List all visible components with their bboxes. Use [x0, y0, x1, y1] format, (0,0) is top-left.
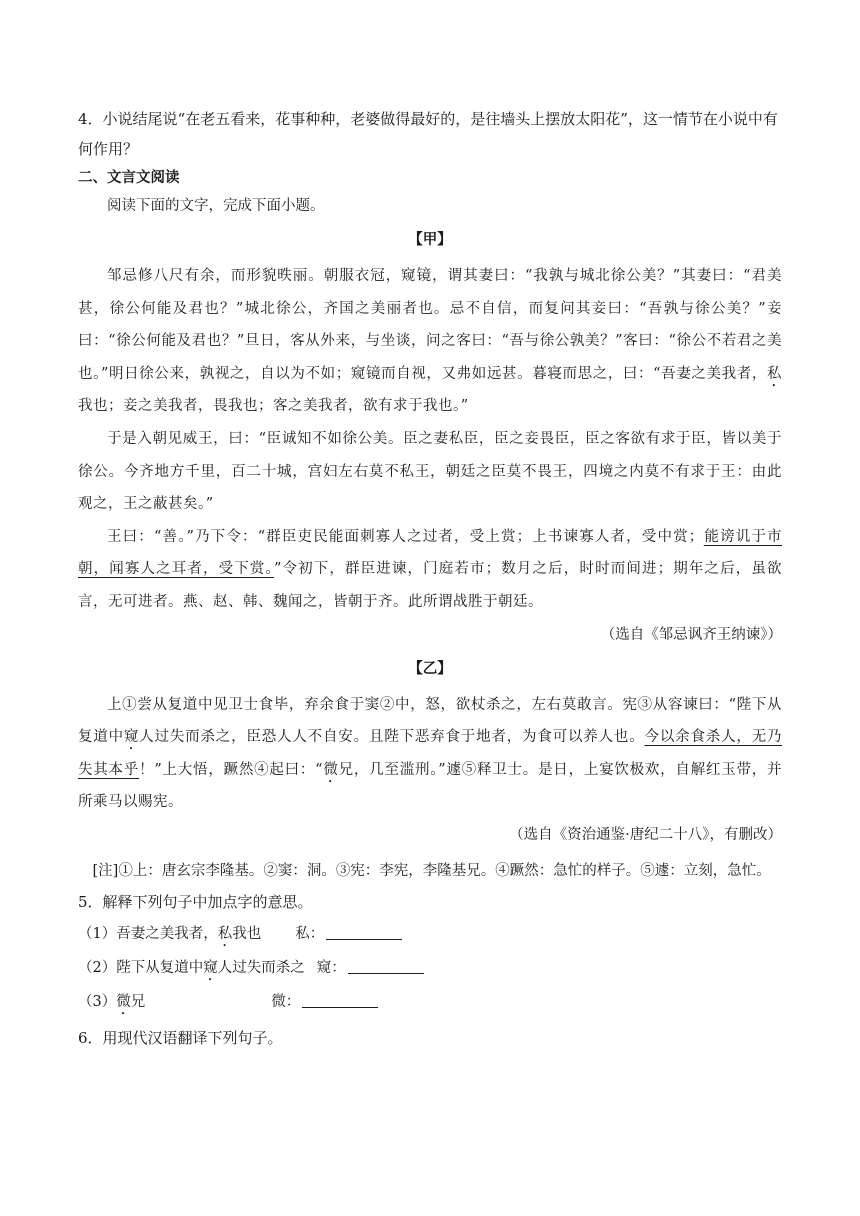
question-6-stem: 6．用现代汉语翻译下列句子。 — [78, 1028, 283, 1047]
passage-yi-notes: [注]①上：唐玄宗李隆基。②窦：洞。③宪：李宪，李隆基兄。④蹶然：急忙的样子。⑤遽：立刻，急忙。 — [92, 862, 771, 879]
question-5-item-2: （2）陛下从复道中窥人过失而杀之 窥： — [78, 951, 782, 985]
answer-blank-3[interactable] — [302, 991, 378, 1008]
question-4: 4．小说结尾说“在老五看来，花事种种，老婆做得最好的，是往墙头上摆放太阳花”，这一情节在小说中有 何作用？ — [78, 110, 778, 158]
question-5-stem: 5．解释下列句子中加点字的意思。 — [78, 892, 313, 911]
passage-jia-heading: 【甲】 — [408, 231, 452, 248]
answer-blank-2[interactable] — [348, 957, 424, 974]
passage-jia-source: （选自《邹忌讽齐王纳谏》） — [600, 626, 782, 643]
passage-jia-paragraph-1: 邹忌修八尺有余，而形貌昳丽。朝服衣冠，窥镜，谓其妻曰：“我孰与城北徐公美？”其妻曰：“君美甚，徐公何能及君也？”城北徐公，齐国之美丽者也。忌不自信，而复问其妾曰：“吾孰与徐公美？”妾曰：“徐公何能及君也？”旦日，客从外来，与坐谈，问之客曰：“吾与徐公孰美？”客曰：“徐公不若君之美也。”明日徐公来，孰视之，自以为不如；窥镜而自视，又弗如远甚。暮寝而思之，曰：“吾妻之美我者，私我也；妾之美我者，畏我也；客之美我者，欲有求于我也。” — [78, 268, 782, 415]
dotted-char-kui: 窥 — [123, 729, 140, 746]
reading-instruction: 阅读下面的文字，完成下面小题。 — [107, 198, 325, 214]
passage-yi-heading: 【乙】 — [408, 659, 452, 677]
passage-jia-paragraph-3: 王曰：“善。”乃下令：“群臣吏民能面刺寡人之过者，受上赏；上书谏寡人者，受中赏；能谤讥于市朝，闻寡人之耳者，受下赏。”令初下，群臣进谏，门庭若市；数月之后，时时而间进；期年之后，虽欲言，无可进者。燕、赵、韩、魏闻之，皆朝于齐。此所谓战胜于朝廷。 — [78, 528, 782, 610]
underlined-sentence-jia: 能谤讥于市朝，闻寡人之耳者，受下赏。 — [78, 528, 782, 578]
passage-yi-source: （选自《资治通鉴·唐纪二十八》，有删改） — [509, 826, 782, 843]
answer-blank-1[interactable] — [326, 923, 402, 940]
exam-page — [78, 104, 782, 1053]
dotted-char-si: 私 — [767, 365, 782, 382]
dotted-char-wei: 微 — [323, 761, 339, 778]
passage-yi-paragraph: 上①尝从复道中见卫士食毕，弃余食于窦②中，怒，欲杖杀之，左右莫敢言。宪③从容谏曰：“陛下从复道中窥人过失而杀之，臣恐人人不自安。且陛下恶弃食于地者，为食可以养人也。今以余食杀人，无乃失其本乎！”上大悟，蹶然④起曰：“微兄，几至滥刑。”遽⑤释卫士。是日，上宴饮极欢，自解红玉带，并所乘马以赐宪。 — [78, 696, 783, 811]
question-5-item-3: （3）微兄 微： — [78, 985, 782, 1019]
section-title: 二、文言文阅读 — [78, 170, 180, 186]
passage-jia-paragraph-2: 于是入朝见威王，曰：“臣诚知不如徐公美。臣之妻私臣，臣之妾畏臣，臣之客欲有求于臣，皆以美于徐公。今齐地方千里，百二十城，宫妇左右莫不私王，朝廷之臣莫不畏王，四境之内莫不有求于王：由此观之，王之蔽甚矣。” — [78, 430, 782, 513]
underlined-sentence-yi: 今以余食杀人，无乃失其本乎 — [78, 729, 783, 778]
question-5-item-1: （1）吾妻之美我者，私我也 私： — [78, 917, 782, 951]
